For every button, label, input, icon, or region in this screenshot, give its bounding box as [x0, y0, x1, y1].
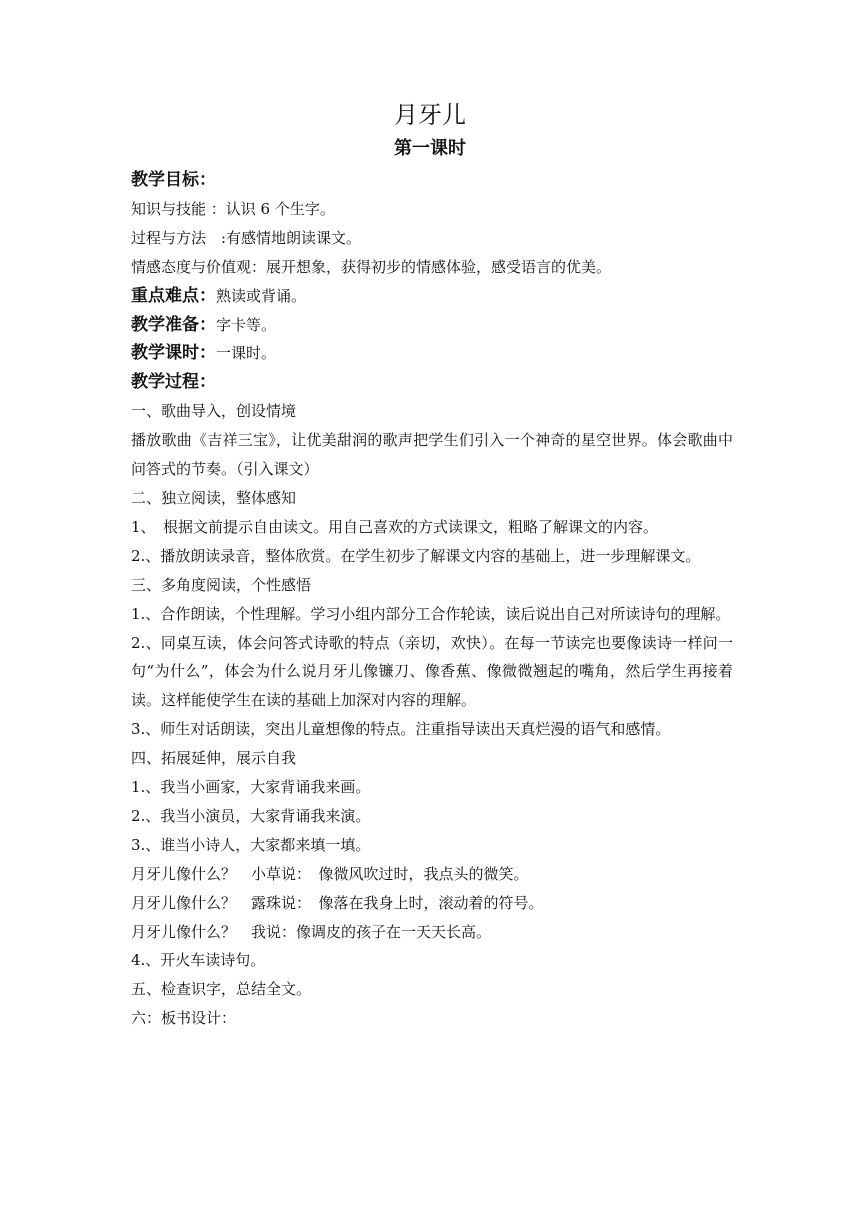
step-12: 2.、我当小演员，大家背诵我来演。: [131, 806, 371, 825]
step-1: 一、歌曲导入，创设情境: [131, 402, 297, 421]
step-2: 播放歌曲《吉祥三宝》，让优美甜润的歌声把学生们引入一个神奇的星空世界。体会歌曲中问答式的节奏。（引入课文）: [131, 431, 733, 479]
periods-text: 一课时。: [216, 344, 277, 363]
objective-process: 过程与方法 :有感情地朗读课文。: [131, 228, 362, 247]
key-points-text: 熟读或背诵。: [216, 286, 307, 305]
process-heading: 教学过程：: [131, 372, 216, 393]
step-8: 2.、同桌互读，体会问答式诗歌的特点（亲切，欢快）。在每一节读完也要像读诗一样问一句“为什么”，体会为什么说月牙儿像镰刀、像香蕉、像微微翘起的嘴角，然后学生再接着读。这样能使学生在读的基础上加深对内容的理解。: [131, 633, 733, 710]
step-9: 3.、师生对话朗读，突出儿童想像的特点。注重指导读出天真烂漫的语气和感情。: [131, 720, 671, 739]
step-14: 月牙儿像什么？ 小草说： 像微风吹过时，我点头的微笑。: [131, 864, 529, 883]
step-15: 月牙儿像什么？ 露珠说： 像落在我身上时，滚动着的符号。: [131, 893, 544, 912]
step-16: 月牙儿像什么？ 我说：像调皮的孩子在一天天长高。: [131, 922, 492, 941]
objectives-heading: 教学目标：: [131, 170, 216, 190]
preparation: [131, 311, 733, 340]
step-11: 1.、我当小画家，大家背诵我来画。: [131, 778, 371, 797]
document-subtitle: 第一课时: [394, 138, 466, 159]
step-19: 六：板书设计：: [131, 1009, 237, 1028]
step-10: 四、拓展延伸，展示自我: [131, 749, 297, 768]
document-title: 月牙儿: [394, 101, 466, 129]
preparation-label: 教学准备：: [131, 314, 216, 335]
step-3: 二、独立阅读，整体感知: [131, 488, 297, 507]
objective-knowledge: 知识与技能 ：认识 6 个生字。: [131, 199, 335, 218]
periods-label: 教学课时：: [131, 343, 216, 364]
step-6: 三、多角度阅读，个性感悟: [131, 575, 312, 594]
step-13: 3.、谁当小诗人，大家都来填一填。: [131, 835, 371, 854]
step-18: 五、检查识字，总结全文。: [131, 980, 312, 999]
periods: [131, 339, 733, 368]
key-points-label: 重点难点：: [131, 285, 216, 306]
step-7: 1.、合作朗读，个性理解。学习小组内部分工合作轮读，读后说出自己对所读诗句的理解。: [131, 604, 731, 623]
preparation-text: 字卡等。: [216, 315, 277, 334]
step-17: 4.、开火车读诗句。: [131, 951, 266, 970]
key-points: [131, 282, 733, 311]
objective-emotion: 情感态度与价值观：展开想象，获得初步的情感体验，感受语言的优美。: [131, 257, 612, 276]
document-body: [131, 166, 733, 1033]
step-5: 2.、播放朗读录音，整体欣赏。在学生初步了解课文内容的基础上，进一步理解课文。: [131, 546, 701, 565]
step-4: 1、 根据文前提示自由读文。用自己喜欢的方式读课文，粗略了解课文的内容。: [131, 517, 659, 536]
